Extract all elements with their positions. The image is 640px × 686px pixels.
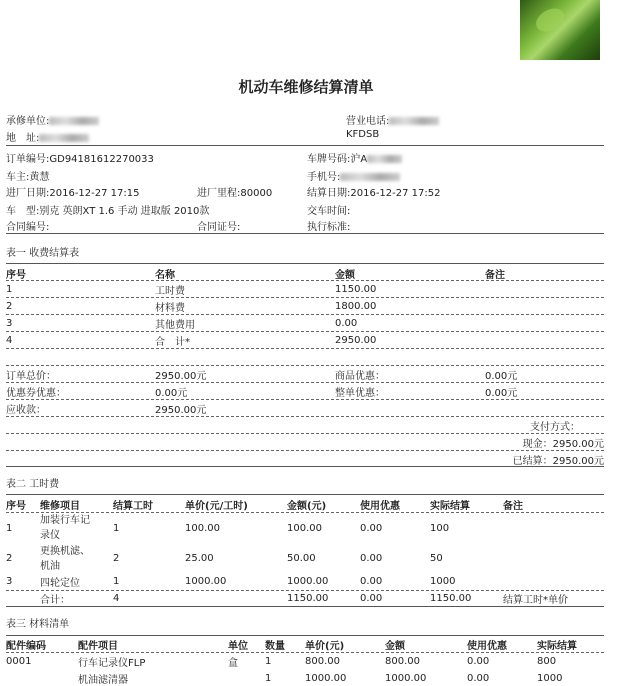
cell: 结算工时*单价 (503, 595, 568, 606)
table-row (6, 574, 604, 589)
row-divider (6, 433, 604, 434)
row-divider (6, 348, 604, 349)
cell: 0.00 (360, 553, 383, 564)
cell: 盒 (228, 658, 238, 669)
cell: 优惠券优惠： (6, 388, 66, 399)
table2-caption: 表二 工时费 (6, 479, 60, 490)
cell: 0.00 (467, 673, 490, 684)
table3-caption: 表三 材料清单 (6, 619, 70, 630)
col-header: 结算工时 (113, 501, 153, 512)
row-divider (6, 652, 604, 653)
row-divider (6, 365, 604, 366)
cell: 2950.00元 (155, 405, 207, 416)
cell: 2 (6, 553, 13, 564)
cell: 800 (537, 656, 557, 667)
cash-amount: 现金：2950.00元 (522, 439, 604, 450)
cell: 2 (113, 553, 120, 564)
cell: 应收款： (6, 405, 46, 416)
cell: 1 (6, 284, 13, 295)
payment-method-label: 支付方式： (530, 422, 580, 433)
cell: 100.00 (287, 522, 322, 534)
settled-amount: 已结算：2950.00元 (512, 456, 604, 467)
table-row (6, 671, 604, 686)
cell: 其他费用 (155, 320, 195, 331)
mobile (307, 168, 400, 183)
table-row (6, 316, 604, 331)
col-header: 名称 (155, 270, 175, 281)
cell: 50.00 (287, 553, 316, 564)
col-header: 单位 (228, 641, 248, 652)
col-header: 单价(元/工时) (185, 501, 248, 512)
contract-no: 合同编号: (6, 222, 50, 233)
divider (6, 466, 604, 467)
owner: 车主:黄慧 (6, 172, 50, 183)
cell: 0.00 (335, 318, 358, 329)
cell: 1000.00 (287, 576, 329, 587)
code: KFDSB (346, 129, 380, 140)
standard: 执行标准: (307, 222, 351, 233)
cell: 订单总价： (6, 371, 56, 382)
cell: 1000 (430, 576, 456, 587)
cell: 4 (113, 593, 120, 604)
address (6, 129, 89, 144)
cell: 50 (430, 553, 443, 564)
car-model: 车 型:别克 英朗XT 1.6 手动 进取版 2010款 (6, 206, 210, 217)
mobile-label: 手机号: (307, 172, 341, 183)
cell: 2950.00元 (155, 371, 207, 382)
cell: 1000.00 (305, 673, 347, 684)
cell: 3 (6, 318, 13, 329)
cell: 材料费 (155, 303, 185, 314)
row-divider (6, 297, 604, 298)
redacted-value (39, 134, 89, 142)
cell: 合 计* (155, 337, 190, 348)
order-no: 订单编号:GD94181612270033 (6, 154, 154, 165)
cell: 行车记录仪FLP (78, 658, 146, 669)
cell: 1000.00 (385, 673, 427, 684)
table-row (6, 543, 604, 574)
cell: 1 (265, 673, 272, 684)
col-header: 实际结算 (430, 501, 470, 512)
col-header: 配件项目 (78, 641, 118, 652)
cell: 1 (265, 656, 272, 667)
delivery-time: 交车时间: (307, 206, 351, 217)
cell: 机油滤清器 (78, 675, 128, 686)
col-header: 实际结算 (537, 641, 577, 652)
cell: 整单优惠： (335, 388, 385, 399)
summary-row (6, 401, 604, 416)
table1-header (6, 266, 604, 280)
table2-header (6, 497, 604, 511)
cell: 商品优惠： (335, 371, 385, 382)
table3-header (6, 637, 604, 651)
row-divider (6, 280, 604, 281)
cell: 1150.00 (287, 593, 329, 604)
row-divider (6, 416, 604, 417)
cell: 0.00元 (485, 371, 518, 382)
row-divider (6, 399, 604, 400)
cell: 0.00 (360, 522, 383, 534)
redacted-value (389, 117, 439, 125)
table-row (6, 333, 604, 348)
cell: 25.00 (185, 553, 214, 564)
cell: 1800.00 (335, 301, 377, 312)
business-phone-label: 营业电话: (346, 116, 390, 127)
cell: 1 (113, 576, 120, 587)
cell: 2 (6, 301, 13, 312)
row-divider (6, 314, 604, 315)
contract-cert: 合同证号: (197, 222, 241, 233)
cell: 100.00 (185, 522, 220, 534)
col-header: 序号 (6, 501, 26, 512)
cell: 更换机滤、机油 (40, 545, 90, 572)
repair-unit (6, 112, 99, 127)
cell: 100 (430, 522, 450, 534)
business-phone (346, 112, 439, 127)
divider (6, 263, 604, 264)
cell: 1150.00 (430, 593, 472, 604)
divider (6, 635, 604, 636)
table-row (6, 654, 604, 669)
cell: 1000 (537, 673, 563, 684)
address-label: 地 址: (6, 133, 40, 144)
col-header: 备注 (503, 501, 523, 512)
divider (6, 233, 604, 234)
table-row (6, 513, 604, 543)
cell: 1000.00 (185, 576, 227, 587)
redacted-value (49, 117, 99, 125)
cell: 2950.00 (335, 335, 377, 346)
cell: 加装行车记录仪 (40, 515, 90, 541)
cell: 合计： (40, 595, 70, 606)
cell: 4 (6, 335, 13, 346)
cell: 800.00 (385, 656, 420, 667)
col-header: 维修项目 (40, 501, 80, 512)
redacted-value (367, 155, 402, 163)
col-header: 金额(元) (287, 501, 327, 512)
divider (6, 606, 604, 607)
cell: 四轮定位 (40, 578, 80, 589)
col-header: 备注 (485, 270, 505, 281)
plate (307, 150, 402, 165)
redacted-value (340, 173, 400, 181)
row-divider (6, 382, 604, 383)
col-header: 数量 (265, 641, 285, 652)
col-header: 使用优惠 (360, 501, 400, 512)
cell: 3 (6, 576, 13, 587)
cell: 1 (6, 522, 13, 534)
plant-photo (520, 0, 600, 60)
entry-mileage: 进厂里程:80000 (197, 188, 273, 199)
cell: 1 (113, 522, 120, 534)
cell: 0.00 (360, 576, 383, 587)
table-row (6, 299, 604, 314)
cell: 0001 (6, 656, 32, 667)
summary-row (6, 367, 604, 382)
cell: 工时费 (155, 286, 185, 297)
cell: 0.00元 (485, 388, 518, 399)
summary-row (6, 384, 604, 399)
row-divider (6, 450, 604, 451)
row-divider (6, 331, 604, 332)
col-header: 使用优惠 (467, 641, 507, 652)
page-title: 机动车维修结算清单 (238, 78, 374, 96)
cell: 800.00 (305, 656, 340, 667)
divider (6, 494, 604, 495)
repair-unit-label: 承修单位: (6, 116, 50, 127)
cell: 0.00元 (155, 388, 188, 399)
table-row (6, 282, 604, 297)
col-header: 单价(元) (305, 641, 345, 652)
cell: 0.00 (360, 593, 383, 604)
entry-date: 进厂日期:2016-12-27 17:15 (6, 188, 140, 199)
total-row (6, 591, 604, 606)
settle-date: 结算日期:2016-12-27 17:52 (307, 188, 441, 199)
col-header: 序号 (6, 270, 26, 281)
plate-label: 车牌号码:沪A (307, 154, 368, 165)
divider (6, 145, 604, 146)
col-header: 金额 (385, 641, 405, 652)
table1-caption: 表一 收费结算表 (6, 248, 80, 259)
col-header: 金额 (335, 270, 355, 281)
col-header: 配件编码 (6, 641, 46, 652)
cell: 0.00 (467, 656, 490, 667)
cell: 1150.00 (335, 284, 377, 295)
